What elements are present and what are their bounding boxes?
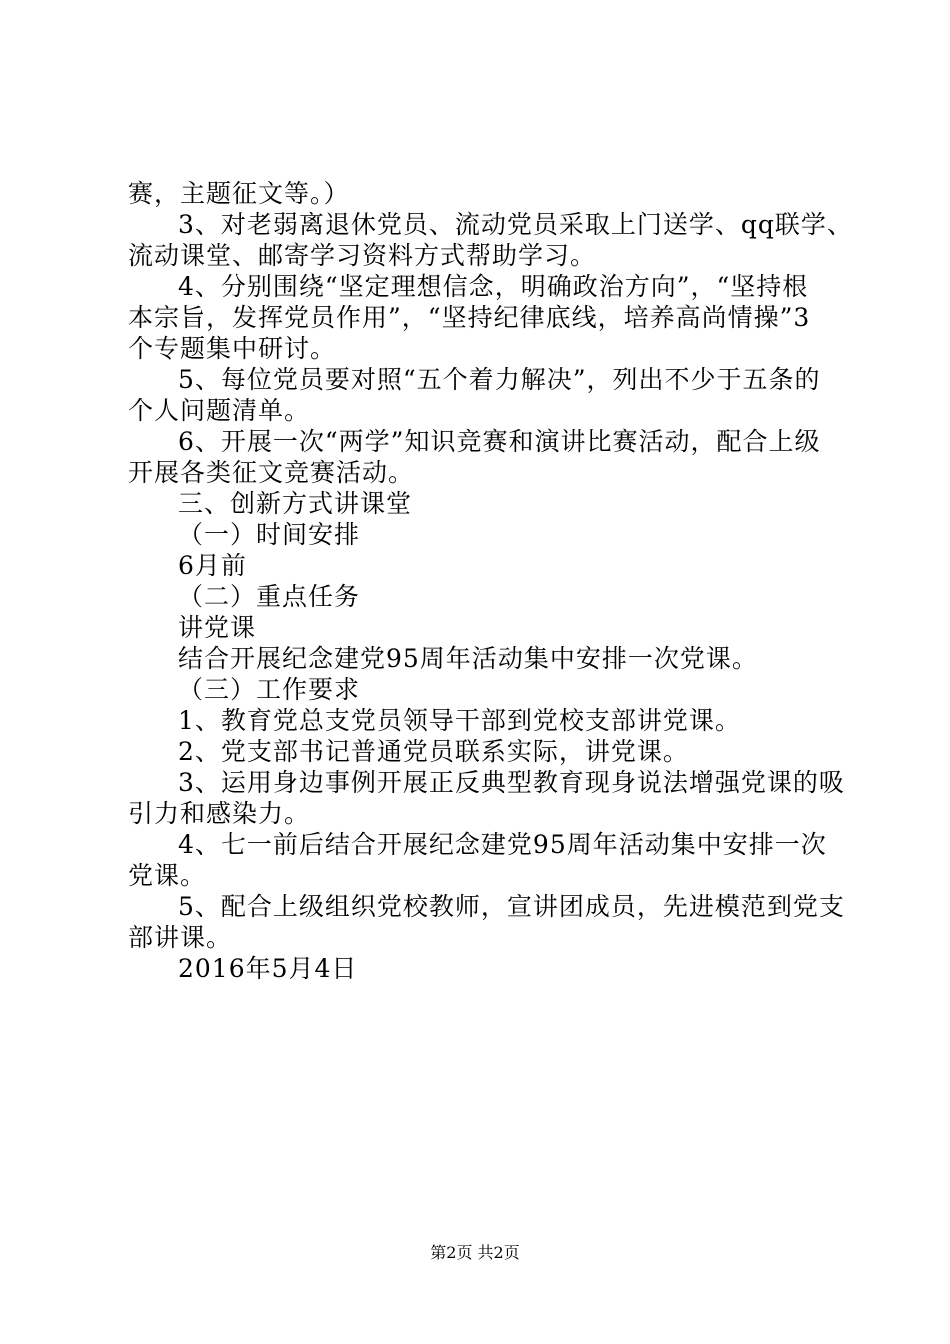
text-line: 2、党支部书记普通党员联系实际，讲党课。 xyxy=(178,737,689,766)
document-date: 2016年5月4日 xyxy=(178,954,358,983)
text-line: 党课。 xyxy=(128,861,207,890)
text-line: 开展各类征文竞赛活动。 xyxy=(128,458,415,487)
text-line: 6月前 xyxy=(178,551,247,580)
text-line: 讲党课 xyxy=(178,613,257,642)
text-line: 5、每位党员要对照“五个着力解决”，列出不少于五条的 xyxy=(178,365,821,394)
page-footer: 第2页 共2页 xyxy=(430,1243,520,1262)
text-line: 4、分别围绕“坚定理想信念，明确政治方向”，“坚持根 xyxy=(178,272,809,301)
text-line: 赛，主题征文等。） xyxy=(128,179,350,208)
text-line: 3、运用身边事例开展正反典型教育现身说法增强党课的吸 xyxy=(178,768,845,797)
text-line: 个专题集中研讨。 xyxy=(128,334,337,363)
text-line: 4、七一前后结合开展纪念建党95周年活动集中安排一次 xyxy=(178,830,827,859)
text-line: 流动课堂、邮寄学习资料方式帮助学习。 xyxy=(128,241,597,270)
section-heading: 三、创新方式讲课堂 xyxy=(178,489,413,518)
text-line: 引力和感染力。 xyxy=(128,799,311,828)
text-line: 个人问题清单。 xyxy=(128,396,311,425)
subsection-heading: （三）工作要求 xyxy=(178,675,361,704)
text-line: 3、对老弱离退休党员、流动党员采取上门送学、qq联学、 xyxy=(178,210,853,239)
subsection-heading: （二）重点任务 xyxy=(178,582,361,611)
text-line: 结合开展纪念建党95周年活动集中安排一次党课。 xyxy=(178,644,758,673)
text-line: 本宗旨，发挥党员作用”，“坚持纪律底线，培养高尚情操”3 xyxy=(128,303,811,332)
text-line: 5、配合上级组织党校教师，宣讲团成员，先进模范到党支 xyxy=(178,892,845,921)
text-line: 1、教育党总支党员领导干部到党校支部讲党课。 xyxy=(178,706,741,735)
text-line: 6、开展一次“两学”知识竞赛和演讲比赛活动，配合上级 xyxy=(178,427,821,456)
subsection-heading: （一）时间安排 xyxy=(178,520,361,549)
text-line: 部讲课。 xyxy=(128,923,233,952)
